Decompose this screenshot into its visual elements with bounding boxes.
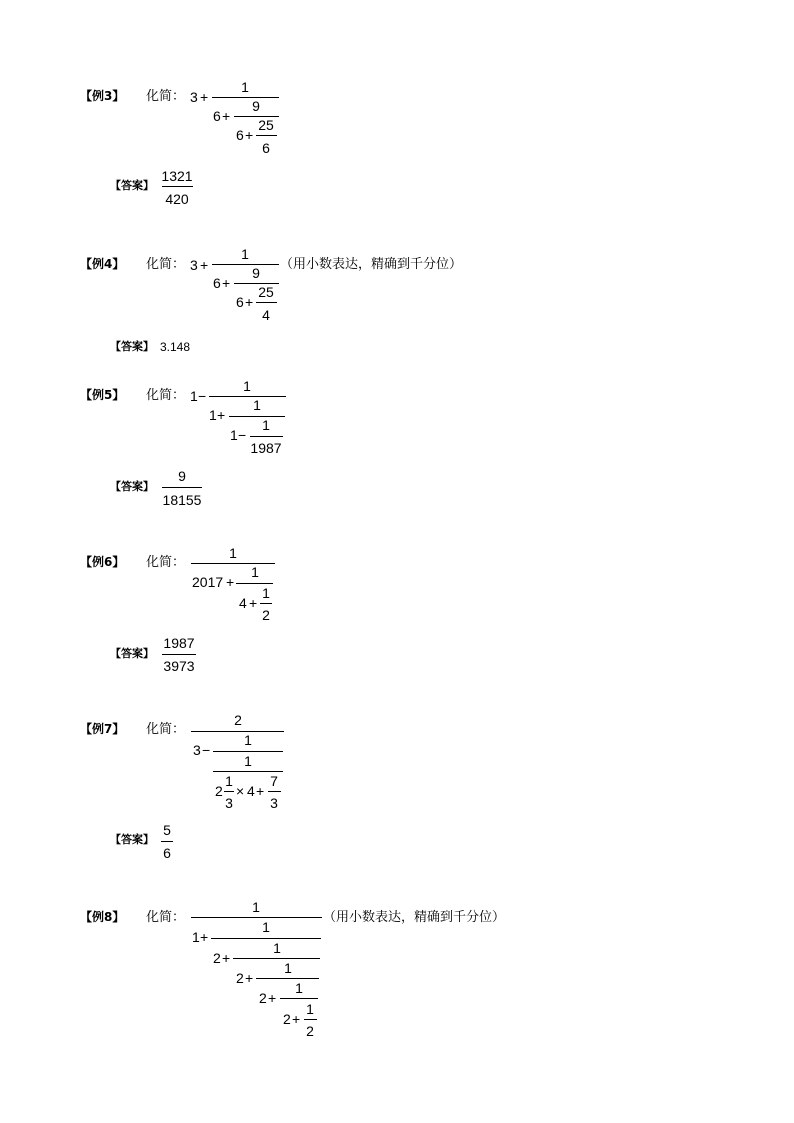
integer-term: 1 <box>190 388 198 404</box>
denominator: 2 <box>262 607 270 623</box>
fraction-bar <box>256 978 319 979</box>
example-label: 【例6】 <box>80 555 125 569</box>
example-label: 【例3】 <box>80 89 125 103</box>
operator: + <box>217 407 226 423</box>
answer-numerator: 5 <box>163 822 171 838</box>
answer-label: 【答案】 <box>110 647 154 660</box>
example-label: 【例5】 <box>80 388 125 402</box>
fraction-bar <box>209 396 286 397</box>
fraction-bar <box>250 436 283 437</box>
integer-term: 6 <box>236 127 244 143</box>
operator: + <box>268 990 277 1006</box>
denominator: 3 <box>270 795 278 811</box>
numerator: 25 <box>258 284 274 300</box>
fraction-bar <box>162 654 196 655</box>
numerator: 9 <box>252 98 260 114</box>
fraction-bar <box>304 1019 317 1020</box>
integer-term: 3 <box>193 742 201 758</box>
operator: + <box>292 1011 301 1027</box>
simplify-label: 化简： <box>146 555 186 570</box>
operator: + <box>222 275 231 291</box>
operator: + <box>200 89 209 105</box>
simplify-label: 化简： <box>146 910 186 925</box>
answer-value: 3.148 <box>160 340 191 354</box>
integer-term: 1 <box>230 427 238 443</box>
numerator: 9 <box>252 265 260 281</box>
denominator: 2 <box>306 1023 314 1039</box>
fraction-bar <box>191 917 322 918</box>
integer-term: 3 <box>190 257 198 273</box>
answer-label: 【答案】 <box>110 340 154 353</box>
operator: + <box>226 574 235 590</box>
answer-label: 【答案】 <box>110 480 154 493</box>
simplify-label: 化简： <box>146 722 186 737</box>
numerator: 1 <box>241 79 249 95</box>
numerator: 1 <box>229 545 237 561</box>
answer-denominator: 18155 <box>162 492 202 508</box>
numerator: 1 <box>241 246 249 262</box>
answer-numerator: 9 <box>178 468 186 484</box>
operator: + <box>245 970 254 986</box>
numerator: 1 <box>225 773 233 789</box>
fraction-bar <box>213 751 283 752</box>
integer-term: 2 <box>259 990 267 1006</box>
operator: − <box>238 427 247 443</box>
answer-denominator: 420 <box>165 191 189 207</box>
integer-term: 2 <box>283 1011 291 1027</box>
numerator: 1 <box>244 753 252 769</box>
fraction-bar <box>236 583 273 584</box>
operator: + <box>249 595 258 611</box>
denominator: 4 <box>262 307 270 323</box>
example-label: 【例8】 <box>80 910 125 924</box>
numerator: 1 <box>243 378 251 394</box>
fraction-bar <box>256 302 277 303</box>
answer-label: 【答案】 <box>110 833 154 846</box>
mixed-whole: 2 <box>215 783 223 799</box>
operator: + <box>200 929 209 945</box>
fraction-bar <box>212 264 279 265</box>
integer-term: 6 <box>213 275 221 291</box>
fraction-bar <box>233 958 320 959</box>
numerator: 1 <box>284 960 292 976</box>
fraction-bar <box>212 97 279 98</box>
integer-term: 1 <box>192 929 200 945</box>
integer-term: 4 <box>239 595 247 611</box>
numerator: 1 <box>251 564 259 580</box>
fraction-bar <box>161 841 173 842</box>
numerator: 1 <box>262 585 270 601</box>
times-sign: × <box>236 783 245 799</box>
integer-term: 6 <box>236 294 244 310</box>
operator: − <box>202 742 211 758</box>
simplify-label: 化简： <box>146 257 186 272</box>
integer-term: 6 <box>213 108 221 124</box>
simplify-label: 化简： <box>146 388 186 403</box>
answer-numerator: 1987 <box>163 635 195 651</box>
integer-term: 1 <box>209 407 217 423</box>
fraction-bar <box>260 603 272 604</box>
example-label: 【例7】 <box>80 722 125 736</box>
operator: + <box>222 108 231 124</box>
numerator: 1 <box>273 940 281 956</box>
numerator: 1 <box>252 899 260 915</box>
numerator: 2 <box>234 712 242 728</box>
numerator: 1 <box>306 1001 314 1017</box>
numerator: 1 <box>253 397 261 413</box>
fraction-bar <box>162 186 193 187</box>
answer-denominator: 3973 <box>163 658 195 674</box>
fraction-bar <box>268 791 281 792</box>
numerator: 25 <box>258 117 274 133</box>
simplify-label: 化简： <box>146 89 186 104</box>
fraction-bar <box>224 791 234 792</box>
integer-term: 2 <box>213 950 221 966</box>
answer-numerator: 1321 <box>161 168 193 184</box>
operator: + <box>245 127 254 143</box>
numerator: 1 <box>295 980 303 996</box>
denominator: 3 <box>225 795 233 811</box>
numerator: 1 <box>262 417 270 433</box>
operator: + <box>222 950 231 966</box>
integer-term: 2017 <box>192 574 224 590</box>
fraction-bar <box>211 938 321 939</box>
answer-label: 【答案】 <box>110 179 154 192</box>
answer-denominator: 6 <box>163 845 171 861</box>
fraction-bar <box>213 771 283 772</box>
precision-note: （用小数表达，精确到千分位） <box>323 910 506 925</box>
fraction-bar <box>280 998 318 999</box>
fraction-bar <box>229 416 285 417</box>
numerator: 1 <box>244 732 252 748</box>
integer-term: 3 <box>190 89 198 105</box>
operator: + <box>245 294 254 310</box>
denominator: 6 <box>262 140 270 156</box>
fraction-bar <box>191 731 284 732</box>
integer-term: 4 <box>247 783 255 799</box>
fraction-bar <box>191 563 275 564</box>
example-label: 【例4】 <box>80 257 125 271</box>
fraction-bar <box>162 487 202 488</box>
denominator: 1987 <box>250 440 282 456</box>
precision-note: （用小数表达，精确到千分位） <box>280 257 463 272</box>
numerator: 7 <box>270 773 278 789</box>
numerator: 1 <box>262 919 270 935</box>
operator: − <box>198 388 207 404</box>
operator: + <box>256 783 265 799</box>
fraction-bar <box>256 135 277 136</box>
integer-term: 2 <box>236 970 244 986</box>
operator: + <box>200 257 209 273</box>
